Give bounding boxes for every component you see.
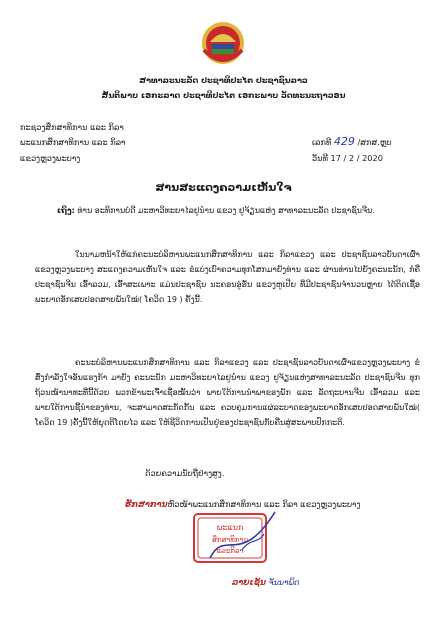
on-behalf-label: ຮັກສາການ: [125, 499, 168, 509]
closing-line: ດ້ວຍຄວາມນັບຖືຢ່າງສູງ.: [145, 468, 225, 478]
document-title: ສານສະແດງຄວາມເຫັນໃຈ: [155, 181, 292, 194]
signatory-title: ຫົວໜ້າພະແນກສຶກສາທິການ ແລະ ກິລາ ແຂວງຫຼວງພະບາງ: [167, 499, 361, 509]
national-emblem-icon: [196, 20, 250, 66]
signature-caption: [232, 576, 299, 588]
official-stamp: [180, 508, 284, 570]
signatory-name: ຈັນນາພິດ: [268, 577, 300, 587]
stamp-line-3: ແລະກິລາ: [216, 547, 244, 555]
reference-number-suffix: /ສກສ.ຫຼບ: [357, 137, 392, 147]
document-date: ວັນທີ 17 / 2 / 2020: [312, 153, 383, 163]
reference-number: [312, 136, 392, 148]
recipient-block: [35, 203, 420, 218]
sender-province: ແຂວງຫຼວງພະບາງ: [20, 153, 81, 163]
sender-department: ພະແນກສຶກສາທິການ ແລະ ກິລາ: [20, 137, 126, 147]
body-paragraph-1: ໃນນາມຫນ້າໃຫ້ແກ່ຄະນະບໍລິຫານພະແນກສຶກສາທິການ ແລະ ກິລາແຂວງ ແລະ ປະຊາຊົນລາວບັນດາເຜົ່າ ແຂວງຫຼວງພະບາງ ສະແດງຄວາມເຫັນໃຈ ແລະ ຂໍແບ່ງເບົາຄວາມທຸກໂສກມາຍັງທ່ານ ແລະ ຜ່ານທ່ານໄປຍັງຄະນະນັກ, ກໍຄື ປະຊາຊົນຈີນ ເອົ້າລວມ, ເອົ້າສະເພາະ ແມ່ນປະຊາຊົນ ນະຄອນອູ່ຮັ່ນ ແຂວງຫູເປີຍ ທີ່ມີປະຊາຊົນຈຳນວນຫຼາຍ ໄດ້ຕິດເຊື້ອພະຍາດອັກເສບປອດສາຍພັນໃໝ່( ໂຄວິດ 19 ) ຄັ້ງນີ້.: [35, 250, 420, 304]
signature-caption-label: ລາຍເຊັນ: [232, 577, 266, 587]
reference-number-value: 429: [333, 135, 355, 148]
national-motto-line: ສັນຕິພາບ ເອກະລາດ ປະຊາທິປະໄຕ ເອກະພາບ ວັດທະນະຖາວອນ: [101, 90, 346, 100]
body-paragraph-2: ຄະນະບໍລິຫານພະແນກສຶກສາທິການ ແລະ ກິລາແຂວງ ແລະ ປະຊາຊົນລາວບັນດາເຜົ່າແຂວງຫຼວງພະບາງ ຂໍສົ່ງກຳລັງໃຈອັນແຮງກ້າ ມາຍັງ ຄະນະນັກ ມະຫາວິທະຍາໄລຢູນ໋ານ ແຂວງ ຢູຈ້ຽນແຫ່ງສາທາລະນະລັດ ປະຊາຊົນຈີນ ທຸກຖ້ວນໜ້ານາທະທີ່ນີ້ດ້ວຍ ພວກຂ້າພະເຈົ້າເຊື່ອໝັ້ນວ່າ ພາຍໃຕ້ການນຳພາຂອງພັກ ແລະ ລັດຖະບານຈີນ ເອົ້າລວມ ແລະ ພາຍໃຕ້ການຊີ້ນຳຂອງທ່ານ, ຈະສາມາດສະກັດກັ້ນ ແລະ ຄວບຄຸມການແຜ່ລະບາດຂອງພະຍາດອັກເສບປອດສາຍພັນໃໝ່( ໂຄວິດ 19 )ຄັ້ງນີ້ໃຫ້ຍຸດຕິໂດຍໄວ ແລະ ໃຫ້ຊີວິດການເປັນຢູ່ຂອງປະຊາຊົນກັບຄືນສູ່ສະພາບປົກກະຕິ.: [35, 358, 420, 427]
recipient-label: ເຖິງ:: [57, 206, 75, 215]
stamp-line-1: ພະແນກ: [216, 523, 244, 532]
sender-ministry: ກະຊວງສຶກສາທິການ ແລະ ກິລາ: [20, 122, 124, 132]
recipient-text: ທ່ານ ອະທິການບໍດີ ມະຫາວິທະຍາໄລຢູນ໋ານ ແຂວງ ຢູຈ້ຽນແຫ່ງ ສາທາລະນະລັດ ປະຊາຊົນຈີນ.: [77, 206, 375, 215]
reference-number-label: ເລກທີ: [312, 137, 332, 147]
country-name-line: ສາທາລະນະລັດ ປະຊາທິປະໄຕ ປະຊາຊົນລາວ: [139, 75, 308, 85]
stamp-line-2: ສຶກສາທິການ: [212, 536, 248, 544]
